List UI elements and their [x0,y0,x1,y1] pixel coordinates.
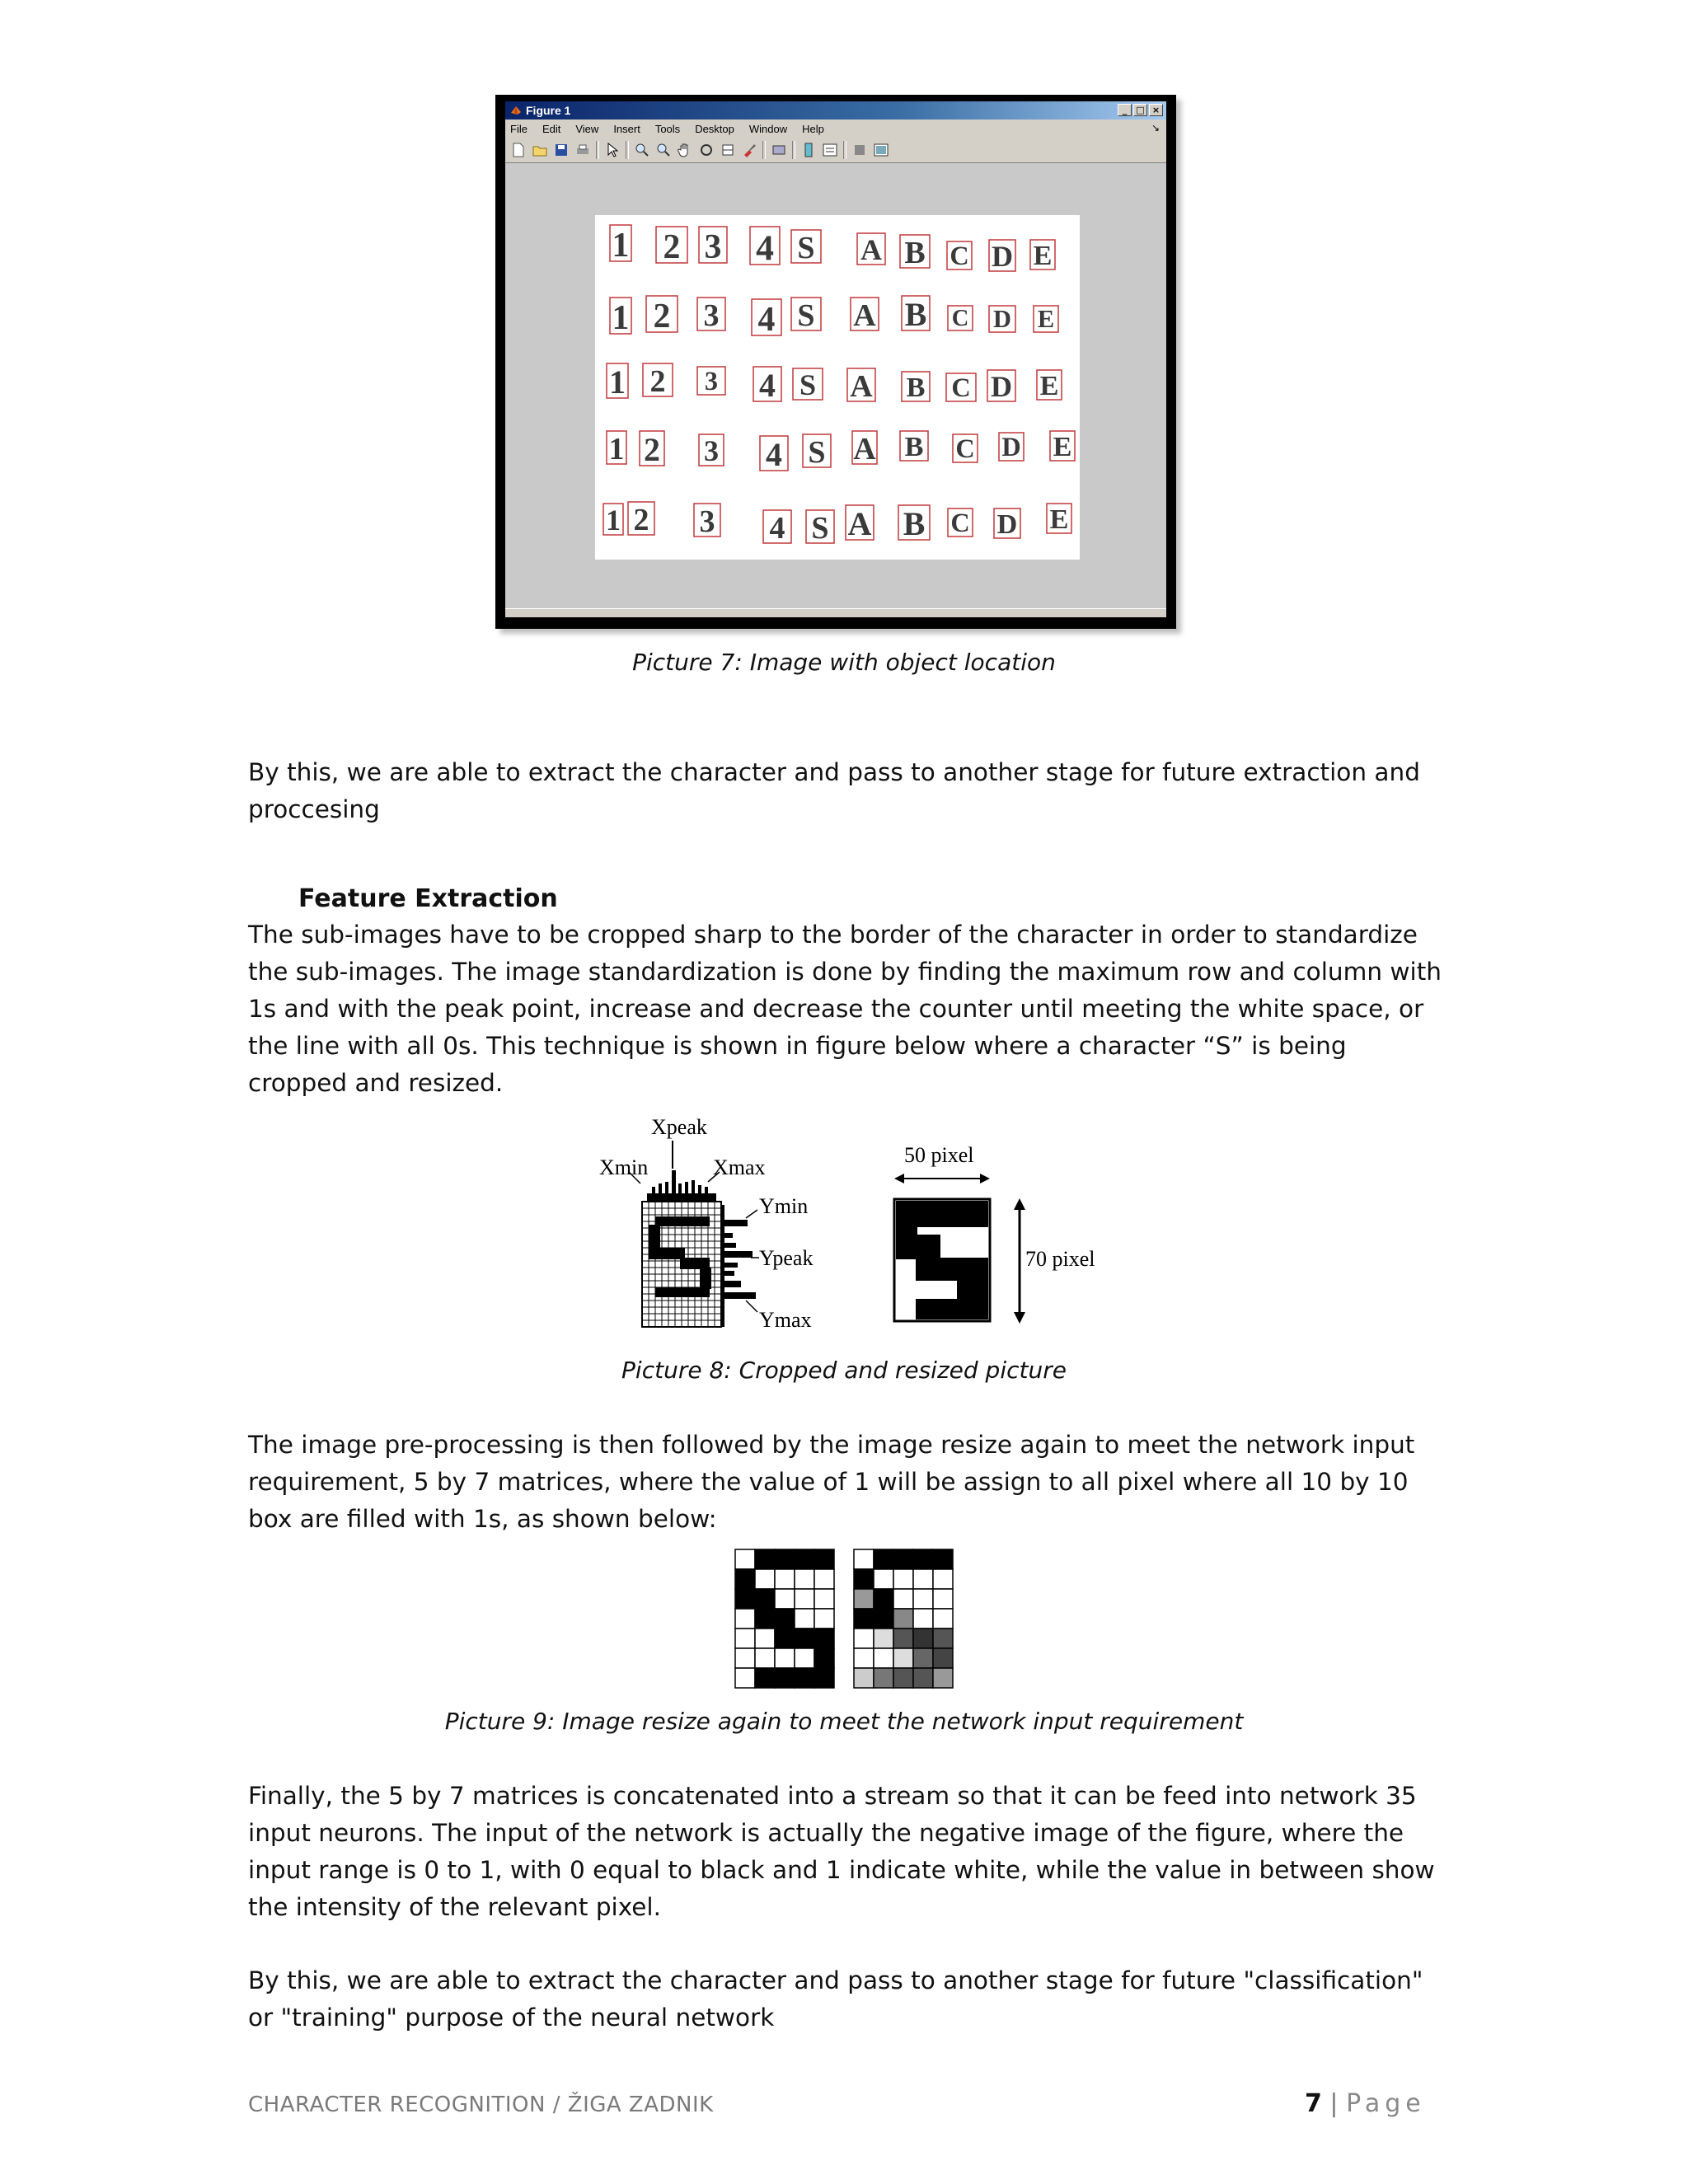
character-box [607,431,626,466]
label-xpeak: Xpeak [651,1115,707,1139]
matrix-cell [933,1648,953,1668]
page-separator: | [1329,2089,1339,2118]
character-glyph: 4 [766,436,782,473]
matrix-cell [755,1549,775,1569]
toolbar-separator [762,141,766,159]
label-ypeak: Ypeak [759,1246,814,1270]
character-glyph: 2 [663,228,681,266]
matrix-cell [854,1629,874,1648]
matrix-cell [913,1668,933,1688]
character-box [898,505,930,542]
character-box [857,233,885,266]
matrix-cell [893,1609,913,1629]
figure7-caption: Picture 7: Image with object location [632,649,1056,676]
window-title: Figure 1 [526,104,571,117]
character-glyph: 1 [608,432,625,466]
character-glyph: B [904,236,926,270]
character-glyph: 3 [703,298,720,333]
character-glyph: A [850,369,873,404]
character-glyph: B [906,373,926,403]
menu-view: View [575,122,599,135]
matrix-cell [755,1569,775,1589]
matrix-cell [775,1648,795,1668]
figure8-caption: Picture 8: Cropped and resized picture [621,1357,1067,1384]
matrix-cell [893,1569,913,1589]
grayscale-5x7-matrix [854,1549,953,1688]
character-box [640,431,664,468]
character-box [948,306,973,331]
matrix-cell [874,1629,893,1648]
label-xmax: Xmax [713,1155,766,1179]
character-box [947,241,972,270]
character-glyph: E [1039,371,1059,401]
matrix-cell [735,1589,755,1609]
window-controls [1118,104,1163,116]
matrix-cell [874,1569,893,1589]
matrix-cell [775,1609,795,1629]
zoom-in-icon [634,142,650,158]
paragraph-4: Finally, the 5 by 7 matrices is concatenated into a stream so that it can be feed into network 35 input neurons. The input of the network is actually the negative image of the figure, where the input range is 0 to 1, with 0 equal to black and 1 indicate white, while the value in between show the intensity of the relevant pixel. [248,1782,1435,1921]
character-box [902,372,930,403]
maximize-icon: □ [1133,104,1147,116]
data-cursor-icon [720,142,736,158]
toolbar-separator [596,141,599,159]
matrix-cell [874,1668,893,1688]
label-height: 70 pixel [1025,1247,1095,1271]
character-glyph: 3 [704,366,719,396]
matrix-cell [814,1629,834,1648]
character-glyph: C [955,434,975,463]
character-box [699,227,727,266]
matrix-cell [913,1589,933,1609]
character-glyph: A [853,432,876,466]
matrix-cell [854,1569,874,1589]
matrix-cell [854,1648,874,1668]
footer-title: CHARACTER RECOGNITION / ŽIGA ZADNIK [248,2093,714,2117]
save-icon [553,142,570,158]
menu-help: Help [802,122,824,135]
character-box [610,225,631,265]
width-arrow-left-icon [894,1174,904,1183]
matrix-cell [755,1629,775,1648]
character-box [900,235,930,270]
window-toolbar [505,138,1166,163]
matrix-cell [854,1668,874,1688]
window-titlebar [505,101,1166,120]
bounding-box-characters [595,215,1080,560]
toolbar-separator [792,141,795,159]
page-number: 7 [1305,2089,1322,2118]
character-glyph: 4 [757,301,776,339]
character-box [750,227,780,268]
character-box [953,434,978,463]
matrix-cell [933,1549,953,1569]
matrix-cell [913,1629,933,1648]
character-glyph: 1 [605,504,621,537]
s-shape-block [655,1287,710,1297]
character-glyph: E [1037,305,1055,333]
character-box [1030,240,1055,271]
pan-hand-icon [677,142,693,158]
character-glyph: S [799,368,817,401]
rotate-icon [698,142,715,158]
character-box [793,368,823,401]
matrix-cell [795,1589,814,1609]
character-box [763,510,791,546]
character-glyph: D [991,240,1014,273]
character-glyph: 3 [704,228,722,266]
character-box [1034,305,1058,333]
pointer-icon [604,142,621,158]
matlab-logo-icon [510,105,522,116]
menu-file: File [510,122,528,135]
matrix-cell [854,1609,874,1629]
matrix-cell [933,1569,953,1589]
character-glyph: D [996,509,1018,540]
matrix-cell [913,1549,933,1569]
dock-arrow-icon: ↘ [1151,122,1160,134]
character-glyph: 1 [612,227,630,265]
s-shape-block [649,1248,685,1259]
character-glyph: B [903,505,926,542]
ymax-pointer [746,1301,757,1312]
width-arrow-right-icon [980,1174,990,1183]
character-glyph: 4 [756,228,774,268]
menu-tools: Tools [654,122,681,135]
character-glyph: 2 [633,503,649,537]
character-box [1047,504,1071,535]
figure9-caption: Picture 9: Image resize again to meet the network input requirement [444,1708,1244,1735]
figure-window-inner [505,101,1166,617]
label-ymax: Ymax [759,1308,812,1332]
character-box [994,509,1020,540]
legend-icon [822,142,838,158]
matrix-cell [814,1569,834,1589]
matrix-cell [735,1629,755,1648]
left-pixel-grid [642,1202,721,1327]
character-box [607,363,628,401]
paragraph-1: By this, we are able to extract the character and pass to another stage for future extraction and proccesing [248,758,1420,823]
character-glyph: S [797,298,815,333]
character-glyph: C [950,241,969,270]
matrix-cell [755,1589,775,1609]
character-box [643,363,673,399]
character-box [900,431,928,462]
matrix-cell [795,1668,814,1688]
character-glyph: 2 [644,431,660,468]
resized-character [894,1199,990,1321]
colorbar-icon [800,142,817,158]
character-glyph: 3 [703,434,720,467]
s-shape-block [655,1216,710,1226]
character-glyph: D [990,370,1013,403]
toolbar-separator [626,141,629,159]
minimize-icon: _ [1118,104,1132,116]
show-plot-tools-icon [873,142,889,158]
matrix-cell [893,1629,913,1648]
paragraph-5: By this, we are able to extract the character and pass to another stage for future "classification" or "training" purpose of the neural network [248,1966,1423,2032]
character-glyph: S [797,231,815,265]
matrix-cell [795,1549,814,1569]
character-glyph: C [951,373,971,402]
character-box [791,230,821,265]
character-box [851,298,879,333]
matrix-cell [814,1648,834,1668]
matrix-cell [913,1648,933,1668]
matrix-cell [854,1549,874,1569]
matrix-cell [933,1609,953,1629]
character-box [999,432,1024,462]
character-box [806,510,834,546]
y-projection-histogram [721,1205,756,1327]
character-box [989,240,1015,273]
matrix-cell [735,1668,755,1688]
character-box [610,298,631,337]
character-box [1050,431,1075,462]
matrix-cell [874,1549,893,1569]
character-box [752,299,781,339]
character-box [946,373,976,402]
character-box [1037,370,1062,401]
matrix-cell [933,1629,953,1648]
page-word: Page [1346,2089,1426,2118]
matrix-cell [854,1589,874,1609]
new-file-icon [510,142,527,158]
matrix-cell [814,1589,834,1609]
matrix-cell [755,1609,775,1629]
height-arrow-up-icon [1014,1198,1025,1210]
character-glyph: 1 [612,299,630,337]
character-glyph: 2 [649,364,666,399]
character-glyph: D [1001,432,1021,462]
matrix-cell [735,1549,755,1569]
character-glyph: B [904,296,927,333]
matrix-cell [735,1609,755,1629]
brush-icon [741,142,757,158]
matrix-cell [755,1668,775,1688]
character-box [989,305,1015,333]
matrix-cell [795,1648,814,1668]
label-ymin: Ymin [759,1194,809,1218]
matrix-cell [874,1609,893,1629]
hide-plot-tools-icon [851,142,868,158]
height-arrow-down-icon [1014,1312,1025,1324]
matrix-cell [933,1589,953,1609]
character-box [646,296,678,335]
matrix-cell [893,1648,913,1668]
character-box [847,368,875,404]
character-box [699,434,724,467]
character-box [902,296,930,333]
paragraph-2: The sub-images have to be cropped sharp to the border of the character in order to standardize the sub-images. The image standardization is done by finding the maximum row and column with 1s and with the peak point, increase and decrease the counter until meeting the white space, or the line with all 0s. This technique is shown in figure below where a character “S” is being cropped and resized. [248,921,1442,1097]
matrix-cell [735,1569,755,1589]
link-icon [771,142,787,158]
character-glyph: 3 [699,504,715,539]
character-glyph: S [808,435,826,470]
character-box [603,504,623,537]
character-box [697,298,725,333]
character-glyph: S [811,511,829,546]
section-heading: Feature Extraction [298,884,558,913]
matrix-cell [795,1609,814,1629]
label-xmin: Xmin [599,1155,649,1179]
toolbar-separator [843,141,846,159]
matrix-cell [775,1629,795,1648]
footer-page [1305,2089,1426,2118]
close-icon: × [1149,104,1163,116]
binary-5x7-matrix [735,1549,834,1688]
matrix-cell [775,1668,795,1688]
matrix-cell [893,1668,913,1688]
character-detection-image [595,215,1080,560]
menu-desktop: Desktop [695,122,734,135]
character-box [753,367,781,404]
s-shape-block [680,1258,710,1269]
label-width: 50 pixel [904,1143,974,1167]
character-glyph: B [904,432,924,462]
character-box [656,227,687,266]
character-box [697,366,725,396]
matrix-cell [874,1589,893,1609]
character-glyph: E [1049,504,1069,535]
character-box [760,436,788,473]
matrix-cell [933,1668,953,1688]
ymin-pointer [746,1210,757,1218]
matrix-cell [735,1648,755,1668]
character-box [987,370,1015,403]
menu-edit: Edit [542,122,561,135]
matrix-cell [755,1648,775,1668]
matrix-cell [795,1569,814,1589]
character-box [628,502,654,537]
window-statusbar [505,608,1166,617]
matrix-cell [893,1589,913,1609]
menu-insert: Insert [613,122,640,135]
character-glyph: A [853,298,876,333]
character-box [948,508,973,537]
matrix-cell [913,1609,933,1629]
window-menubar [505,120,1166,138]
character-box [791,298,821,333]
matrix-cell [814,1549,834,1569]
menu-window: Window [748,122,788,135]
crop-resize-diagram [589,1104,1117,1343]
character-glyph: E [1053,432,1072,462]
character-glyph: D [993,305,1011,333]
character-glyph: 4 [769,511,785,546]
matrix-cell [893,1549,913,1569]
matrix-cell [913,1569,933,1589]
character-box [694,504,720,539]
character-glyph: A [847,505,872,542]
matrix-cell [874,1648,893,1668]
character-glyph: A [860,233,883,266]
zoom-out-icon [655,142,672,158]
s-shape-block [700,1268,711,1289]
character-glyph: C [950,508,970,537]
matrix-cell [795,1629,814,1648]
character-box [803,434,831,470]
character-glyph: 2 [653,298,671,335]
open-folder-icon [532,142,548,158]
character-glyph: 4 [759,367,776,404]
character-box [846,505,874,542]
matrix-cell [775,1549,795,1569]
character-glyph: 1 [609,363,626,401]
print-icon [574,142,591,158]
matrix-cell [814,1668,834,1688]
matrix-cell [775,1569,795,1589]
character-glyph: E [1033,241,1053,271]
matrix-cell [814,1609,834,1629]
matrix-cell [775,1589,795,1609]
x-projection-histogram [647,1170,716,1202]
character-glyph: C [951,306,969,331]
figure-window-screenshot [495,95,1176,629]
paragraph-3: The image pre-processing is then followed by the image resize again to meet the network input requirement, 5 by 7 matrices, where the value of 1 will be assign to all pixel where all 10 by 10 box are filled with 1s, as shown below: [248,1431,1415,1533]
matrix-resize-diagram [734,1548,958,1690]
character-box [852,431,877,466]
